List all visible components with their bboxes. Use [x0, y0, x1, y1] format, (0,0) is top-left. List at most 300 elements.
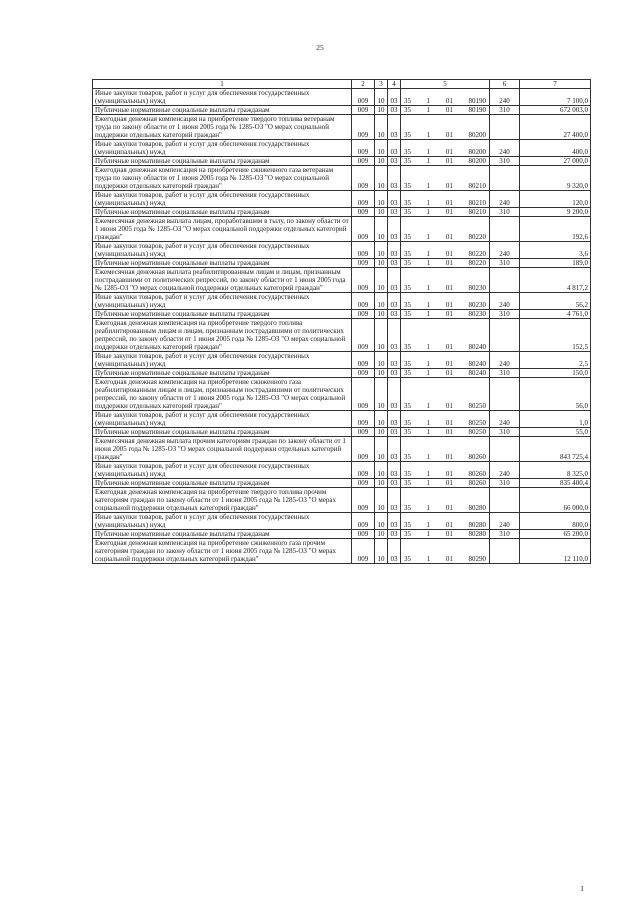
row-ministry-code: 009 — [352, 293, 375, 310]
row-name: Публичные нормативные социальные выплаты гражданам — [93, 157, 352, 166]
table-row — [93, 488, 591, 513]
row-section-code: 10 — [375, 208, 388, 217]
header-cell: 2 — [352, 80, 375, 89]
row-expense-type: 240 — [490, 89, 520, 106]
target-article-part: 35 — [404, 259, 411, 267]
row-section-code: 10 — [375, 462, 388, 479]
row-ministry-code: 009 — [352, 140, 375, 157]
target-article-part: 35 — [404, 310, 411, 318]
target-article-part: 1 — [426, 479, 431, 487]
row-name: Публичные нормативные социальные выплаты гражданам — [93, 369, 352, 378]
target-article-part: 35 — [404, 428, 411, 436]
row-expense-type: 240 — [490, 242, 520, 259]
row-target-article — [401, 479, 490, 488]
target-article-part: 35 — [404, 521, 411, 529]
row-ministry-code: 009 — [352, 437, 375, 462]
table-row — [93, 319, 591, 352]
row-target-article — [401, 310, 490, 319]
row-section-code: 10 — [375, 479, 388, 488]
row-expense-type: 240 — [490, 411, 520, 428]
target-article-part: 80220 — [468, 233, 486, 241]
row-amount: 27 400,0 — [520, 115, 591, 140]
target-article-part: 35 — [404, 343, 411, 351]
row-amount: 65 200,0 — [520, 530, 591, 539]
target-article-part: 1 — [426, 470, 431, 478]
row-target-article — [401, 378, 490, 411]
target-article-part: 80230 — [468, 301, 486, 309]
row-section-code: 10 — [375, 539, 388, 564]
row-amount: 192,6 — [520, 217, 591, 242]
row-amount: 27 000,0 — [520, 157, 591, 166]
row-section-code: 10 — [375, 369, 388, 378]
row-subsection-code: 03 — [388, 157, 401, 166]
target-article-part: 35 — [404, 233, 411, 241]
row-amount: 120,0 — [520, 191, 591, 208]
row-amount: 4 761,0 — [520, 310, 591, 319]
target-article-part: 01 — [445, 470, 453, 478]
target-article-part: 01 — [445, 479, 453, 487]
row-subsection-code: 03 — [388, 140, 401, 157]
target-article-part: 01 — [445, 182, 453, 190]
row-name: Иные закупки товаров, работ и услуг для обеспечения государственных (муниципальных) нужд — [93, 242, 352, 259]
row-subsection-code: 03 — [388, 89, 401, 106]
table-row — [93, 462, 591, 479]
row-target-article — [401, 208, 490, 217]
target-article-part: 1 — [426, 521, 431, 529]
row-subsection-code: 03 — [388, 462, 401, 479]
row-amount: 4 817,2 — [520, 268, 591, 293]
target-article-part: 01 — [445, 106, 453, 114]
table-row — [93, 268, 591, 293]
target-article-part: 01 — [445, 453, 453, 461]
row-target-article — [401, 539, 490, 564]
row-name: Ежемесячная денежная выплата лицам, проработавшим в тылу, по закону области от 1 июня 2005 года № 1285-ОЗ "О мерах социальной поддержки отдельных категорий граждан" — [93, 217, 352, 242]
row-name: Иные закупки товаров, работ и услуг для обеспечения государственных (муниципальных) нужд — [93, 293, 352, 310]
row-ministry-code: 009 — [352, 411, 375, 428]
row-section-code: 10 — [375, 217, 388, 242]
row-amount: 55,0 — [520, 428, 591, 437]
target-article-part: 01 — [445, 233, 453, 241]
target-article-part: 80280 — [468, 504, 486, 512]
table-row — [93, 513, 591, 530]
table-row — [93, 140, 591, 157]
target-article-part: 01 — [445, 131, 453, 139]
table-row — [93, 259, 591, 268]
row-expense-type: 240 — [490, 191, 520, 208]
row-subsection-code: 03 — [388, 378, 401, 411]
page-number: 25 — [316, 43, 324, 52]
table-row — [93, 428, 591, 437]
row-section-code: 10 — [375, 411, 388, 428]
row-target-article — [401, 488, 490, 513]
row-amount: 9 200,0 — [520, 208, 591, 217]
target-article-part: 1 — [426, 301, 431, 309]
row-target-article — [401, 428, 490, 437]
row-target-article — [401, 437, 490, 462]
target-article-part: 01 — [445, 402, 453, 410]
target-article-part: 1 — [426, 157, 431, 165]
row-ministry-code: 009 — [352, 106, 375, 115]
target-article-part: 35 — [404, 402, 411, 410]
target-article-part: 80210 — [468, 199, 486, 207]
target-article-part: 35 — [404, 419, 411, 427]
row-ministry-code: 009 — [352, 530, 375, 539]
row-name: Иные закупки товаров, работ и услуг для обеспечения государственных (муниципальных) нужд — [93, 352, 352, 369]
target-article-part: 35 — [404, 470, 411, 478]
row-subsection-code: 03 — [388, 242, 401, 259]
table-row — [93, 369, 591, 378]
target-article-part: 80210 — [468, 182, 486, 190]
row-expense-type: 310 — [490, 530, 520, 539]
row-name: Ежегодная денежная компенсация на приобретение твердого топлива прочим категориям граждан по закону области от 1 июня 2005 года № 1285-ОЗ "О мерах социальной поддержки отдельных категорий граждан" — [93, 488, 352, 513]
target-article-part: 80230 — [468, 284, 486, 292]
row-amount: 800,0 — [520, 513, 591, 530]
row-name: Ежемесячная денежная выплата реабилитированным лицам и лицам, признанным пострадавшими от политических репрессий, по закону области от 1 июня 2005 года № 1285-ОЗ "О мерах социальной поддержки отдельных категорий граждан" — [93, 268, 352, 293]
row-name: Публичные нормативные социальные выплаты гражданам — [93, 208, 352, 217]
table-row — [93, 89, 591, 106]
row-ministry-code: 009 — [352, 89, 375, 106]
row-amount: 152,5 — [520, 319, 591, 352]
row-subsection-code: 03 — [388, 268, 401, 293]
row-amount: 12 110,0 — [520, 539, 591, 564]
target-article-part: 01 — [445, 259, 453, 267]
row-target-article — [401, 140, 490, 157]
row-target-article — [401, 259, 490, 268]
target-article-part: 35 — [404, 148, 411, 156]
row-section-code: 10 — [375, 259, 388, 268]
row-name: Ежегодная денежная компенсация на приобретение сжиженного газа прочим категориям граждан по закону области от 1 июня 2005 года № 1285-ОЗ "О мерах социальной поддержки отдельных категорий граждан" — [93, 539, 352, 564]
table-row — [93, 166, 591, 191]
row-name: Ежегодная денежная компенсация на приобретение сжиженного газа ветеранам труда по закону области от 1 июня 2005 года № 1285-ОЗ "О мерах социальной поддержки отдельных категорий граждан" — [93, 166, 352, 191]
target-article-part: 01 — [445, 97, 453, 105]
row-subsection-code: 03 — [388, 319, 401, 352]
row-expense-type — [490, 115, 520, 140]
target-article-part: 1 — [426, 284, 431, 292]
target-article-part: 35 — [404, 131, 411, 139]
target-article-part: 35 — [404, 106, 411, 114]
row-amount: 672 003,0 — [520, 106, 591, 115]
row-target-article — [401, 106, 490, 115]
row-section-code: 10 — [375, 437, 388, 462]
target-article-part: 1 — [426, 250, 431, 258]
row-expense-type: 310 — [490, 208, 520, 217]
row-name: Ежегодная денежная компенсация на приобретение сжиженного газа реабилитированным лицам и лицам, признанным пострадавшими от политических репрессий, по закону области от 1 июня 2005 года № 1285-ОЗ "О мерах социальной поддержки отдельных категорий граждан" — [93, 378, 352, 411]
row-subsection-code: 03 — [388, 488, 401, 513]
table-row — [93, 217, 591, 242]
row-section-code: 10 — [375, 513, 388, 530]
row-target-article — [401, 513, 490, 530]
target-article-part: 1 — [426, 97, 431, 105]
row-name: Иные закупки товаров, работ и услуг для обеспечения государственных (муниципальных) нужд — [93, 411, 352, 428]
header-cell: 4 — [388, 80, 401, 89]
target-article-part: 80240 — [468, 343, 486, 351]
target-article-part: 1 — [426, 233, 431, 241]
row-amount: 7 100,0 — [520, 89, 591, 106]
target-article-part: 1 — [426, 148, 431, 156]
table-row — [93, 157, 591, 166]
row-name: Публичные нормативные социальные выплаты гражданам — [93, 479, 352, 488]
row-name: Ежегодная денежная компенсация на приобретение твердого топлива ветеранам труда по закону области от 1 июня 2005 года № 1285-ОЗ "О мерах социальной поддержки отдельных категорий граждан" — [93, 115, 352, 140]
row-target-article — [401, 89, 490, 106]
row-subsection-code: 03 — [388, 310, 401, 319]
row-ministry-code: 009 — [352, 539, 375, 564]
target-article-part: 35 — [404, 360, 411, 368]
row-target-article — [401, 530, 490, 539]
row-amount: 150,0 — [520, 369, 591, 378]
row-target-article — [401, 242, 490, 259]
row-ministry-code: 009 — [352, 259, 375, 268]
row-name: Иные закупки товаров, работ и услуг для обеспечения государственных (муниципальных) нужд — [93, 462, 352, 479]
target-article-part: 1 — [426, 106, 431, 114]
row-expense-type: 310 — [490, 479, 520, 488]
header-cell: 6 — [490, 80, 520, 89]
target-article-part: 35 — [404, 453, 411, 461]
row-subsection-code: 03 — [388, 530, 401, 539]
target-article-part: 35 — [404, 250, 411, 258]
row-ministry-code: 009 — [352, 166, 375, 191]
row-section-code: 10 — [375, 89, 388, 106]
row-ministry-code: 009 — [352, 369, 375, 378]
target-article-part: 80250 — [468, 419, 486, 427]
target-article-part: 1 — [426, 131, 431, 139]
target-article-part: 01 — [445, 284, 453, 292]
row-ministry-code: 009 — [352, 242, 375, 259]
row-expense-type — [490, 268, 520, 293]
target-article-part: 80220 — [468, 250, 486, 258]
row-section-code: 10 — [375, 140, 388, 157]
target-article-part: 01 — [445, 504, 453, 512]
target-article-part: 80190 — [468, 106, 486, 114]
target-article-part: 01 — [445, 343, 453, 351]
target-article-part: 35 — [404, 157, 411, 165]
target-article-part: 1 — [426, 369, 431, 377]
row-name: Публичные нормативные социальные выплаты гражданам — [93, 428, 352, 437]
row-expense-type: 310 — [490, 259, 520, 268]
row-amount: 3,6 — [520, 242, 591, 259]
row-amount: 189,0 — [520, 259, 591, 268]
target-article-part: 35 — [404, 504, 411, 512]
row-expense-type: 310 — [490, 157, 520, 166]
target-article-part: 1 — [426, 428, 431, 436]
target-article-part: 35 — [404, 555, 411, 563]
row-section-code: 10 — [375, 530, 388, 539]
row-name: Публичные нормативные социальные выплаты гражданам — [93, 530, 352, 539]
row-subsection-code: 03 — [388, 106, 401, 115]
row-ministry-code: 009 — [352, 479, 375, 488]
row-amount: 835 400,4 — [520, 479, 591, 488]
row-target-article — [401, 352, 490, 369]
row-name: Публичные нормативные социальные выплаты гражданам — [93, 310, 352, 319]
target-article-part: 80260 — [468, 479, 486, 487]
row-ministry-code: 009 — [352, 208, 375, 217]
row-amount: 400,0 — [520, 140, 591, 157]
target-article-part: 01 — [445, 555, 453, 563]
table-row — [93, 479, 591, 488]
row-name: Иные закупки товаров, работ и услуг для обеспечения государственных (муниципальных) нужд — [93, 140, 352, 157]
target-article-part: 80280 — [468, 530, 486, 538]
target-article-part: 80240 — [468, 360, 486, 368]
row-target-article — [401, 217, 490, 242]
target-article-part: 01 — [445, 301, 453, 309]
row-subsection-code: 03 — [388, 437, 401, 462]
row-name: Публичные нормативные социальные выплаты гражданам — [93, 106, 352, 115]
target-article-part: 1 — [426, 402, 431, 410]
row-ministry-code: 009 — [352, 268, 375, 293]
row-subsection-code: 03 — [388, 217, 401, 242]
target-article-part: 80280 — [468, 521, 486, 529]
row-subsection-code: 03 — [388, 191, 401, 208]
target-article-part: 35 — [404, 284, 411, 292]
target-article-part: 35 — [404, 479, 411, 487]
budget-table — [92, 79, 591, 564]
row-target-article — [401, 411, 490, 428]
row-expense-type — [490, 488, 520, 513]
target-article-part: 1 — [426, 360, 431, 368]
row-expense-type: 310 — [490, 310, 520, 319]
table-row — [93, 530, 591, 539]
row-ministry-code: 009 — [352, 352, 375, 369]
target-article-part: 80260 — [468, 470, 486, 478]
table-row — [93, 208, 591, 217]
target-article-part: 1 — [426, 208, 431, 216]
target-article-part: 35 — [404, 199, 411, 207]
row-name: Ежемесячная денежная выплата прочим категориям граждан по закону области от 1 июня 2005 года № 1285-ОЗ "О мерах социальной поддержки отдельных категорий граждан" — [93, 437, 352, 462]
target-article-part: 1 — [426, 182, 431, 190]
row-section-code: 10 — [375, 115, 388, 140]
row-name: Иные закупки товаров, работ и услуг для обеспечения государственных (муниципальных) нужд — [93, 191, 352, 208]
row-ministry-code: 009 — [352, 319, 375, 352]
row-subsection-code: 03 — [388, 513, 401, 530]
row-name: Иные закупки товаров, работ и услуг для обеспечения государственных (муниципальных) нужд — [93, 513, 352, 530]
row-amount: 56,2 — [520, 293, 591, 310]
target-article-part: 80250 — [468, 428, 486, 436]
target-article-part: 01 — [445, 521, 453, 529]
row-expense-type — [490, 378, 520, 411]
target-article-part: 80260 — [468, 453, 486, 461]
row-expense-type — [490, 539, 520, 564]
row-section-code: 10 — [375, 319, 388, 352]
target-article-part: 1 — [426, 343, 431, 351]
row-subsection-code: 03 — [388, 115, 401, 140]
row-target-article — [401, 369, 490, 378]
header-cell: 1 — [93, 80, 352, 89]
row-target-article — [401, 157, 490, 166]
target-article-part: 80250 — [468, 402, 486, 410]
target-article-part: 80240 — [468, 369, 486, 377]
target-article-part: 35 — [404, 97, 411, 105]
table-row — [93, 293, 591, 310]
target-article-part: 01 — [445, 199, 453, 207]
row-expense-type: 240 — [490, 462, 520, 479]
target-article-part: 80230 — [468, 310, 486, 318]
row-section-code: 10 — [375, 378, 388, 411]
target-article-part: 01 — [445, 428, 453, 436]
row-target-article — [401, 462, 490, 479]
row-target-article — [401, 293, 490, 310]
row-target-article — [401, 166, 490, 191]
row-subsection-code: 03 — [388, 369, 401, 378]
row-ministry-code: 009 — [352, 488, 375, 513]
table-row — [93, 411, 591, 428]
row-section-code: 10 — [375, 268, 388, 293]
row-amount: 2,5 — [520, 352, 591, 369]
row-section-code: 10 — [375, 428, 388, 437]
row-ministry-code: 009 — [352, 191, 375, 208]
row-target-article — [401, 191, 490, 208]
row-subsection-code: 03 — [388, 428, 401, 437]
target-article-part: 35 — [404, 530, 411, 538]
target-article-part: 01 — [445, 360, 453, 368]
row-subsection-code: 03 — [388, 293, 401, 310]
target-article-part: 01 — [445, 369, 453, 377]
row-target-article — [401, 115, 490, 140]
row-ministry-code: 009 — [352, 115, 375, 140]
row-expense-type — [490, 319, 520, 352]
row-ministry-code: 009 — [352, 310, 375, 319]
target-article-part: 1 — [426, 419, 431, 427]
row-amount: 56,0 — [520, 378, 591, 411]
target-article-part: 35 — [404, 182, 411, 190]
row-expense-type — [490, 217, 520, 242]
row-subsection-code: 03 — [388, 411, 401, 428]
row-expense-type: 240 — [490, 352, 520, 369]
row-section-code: 10 — [375, 352, 388, 369]
target-article-part: 01 — [445, 530, 453, 538]
row-section-code: 10 — [375, 488, 388, 513]
table-row — [93, 191, 591, 208]
row-expense-type — [490, 437, 520, 462]
target-article-part: 1 — [426, 199, 431, 207]
row-section-code: 10 — [375, 310, 388, 319]
table-row — [93, 310, 591, 319]
row-amount: 1,0 — [520, 411, 591, 428]
target-article-part: 1 — [426, 555, 431, 563]
row-subsection-code: 03 — [388, 259, 401, 268]
row-ministry-code: 009 — [352, 428, 375, 437]
row-section-code: 10 — [375, 106, 388, 115]
row-section-code: 10 — [375, 157, 388, 166]
target-article-part: 1 — [426, 530, 431, 538]
row-ministry-code: 009 — [352, 462, 375, 479]
target-article-part: 80200 — [468, 148, 486, 156]
table-row — [93, 352, 591, 369]
header-cell: 5 — [401, 80, 490, 89]
row-expense-type: 240 — [490, 293, 520, 310]
row-amount: 843 725,4 — [520, 437, 591, 462]
target-article-part: 01 — [445, 250, 453, 258]
row-name: Ежегодная денежная компенсация на приобретение твердого топлива реабилитированным лицам и лицам, признанным пострадавшими от политических репрессий, по закону области от 1 июня 2005 года № 1285-ОЗ "О мерах социальной поддержки отдельных категорий граждан" — [93, 319, 352, 352]
target-article-part: 01 — [445, 419, 453, 427]
target-article-part: 80220 — [468, 259, 486, 267]
row-target-article — [401, 319, 490, 352]
target-article-part: 80190 — [468, 97, 486, 105]
row-amount: 8 325,0 — [520, 462, 591, 479]
row-amount: 9 320,0 — [520, 166, 591, 191]
target-article-part: 1 — [426, 453, 431, 461]
target-article-part: 80200 — [468, 157, 486, 165]
row-ministry-code: 009 — [352, 513, 375, 530]
row-ministry-code: 009 — [352, 217, 375, 242]
target-article-part: 1 — [426, 504, 431, 512]
target-article-part: 01 — [445, 208, 453, 216]
table-row — [93, 437, 591, 462]
row-ministry-code: 009 — [352, 157, 375, 166]
row-section-code: 10 — [375, 191, 388, 208]
target-article-part: 80290 — [468, 555, 486, 563]
target-article-part: 80200 — [468, 131, 486, 139]
target-article-part: 01 — [445, 310, 453, 318]
table-row — [93, 115, 591, 140]
